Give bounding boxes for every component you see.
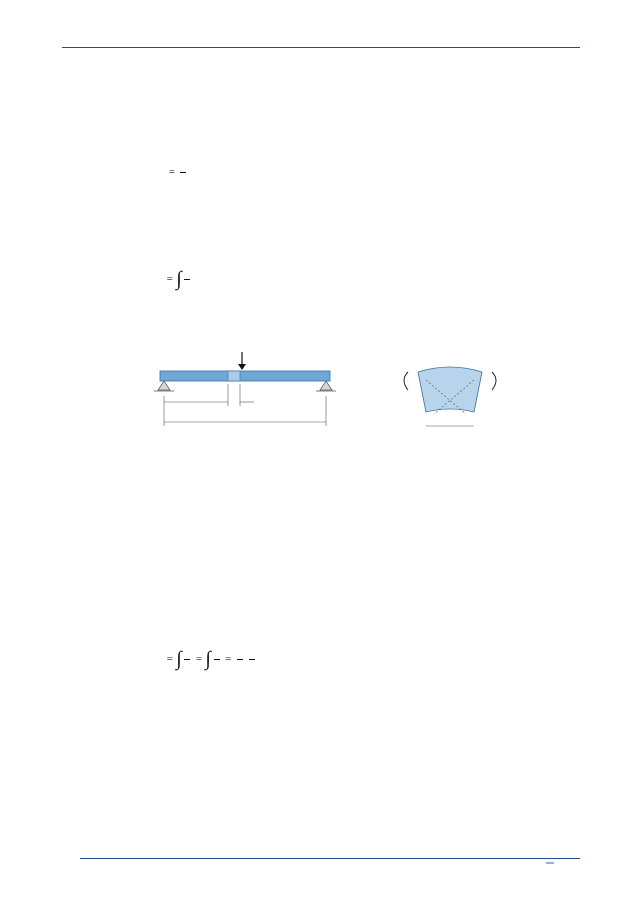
pin-support-left xyxy=(158,381,170,390)
equation-9-11: = ∫ xyxy=(166,268,192,291)
roller-support-right xyxy=(320,381,332,390)
moment-left-arrow-icon xyxy=(404,372,408,390)
eq3-num-3 xyxy=(237,659,243,660)
page-footer xyxy=(80,858,580,876)
eq3-num-2 xyxy=(214,659,220,660)
equation-strain-energy: = ∫ = ∫ = xyxy=(166,648,257,671)
beam xyxy=(160,371,330,381)
author-badge xyxy=(546,862,554,864)
bent-element xyxy=(418,367,482,412)
footer-rule xyxy=(80,858,580,859)
header-rule xyxy=(62,47,580,48)
eq1-numerator xyxy=(180,172,186,173)
eq3-fraction-3 xyxy=(237,659,243,660)
integral-sign-icon: ∫ xyxy=(176,648,182,670)
beam-element-dx xyxy=(228,371,240,381)
eq3-num-1 xyxy=(184,659,190,660)
eq2-fraction xyxy=(184,279,190,280)
eq3-fraction-1 xyxy=(184,659,190,660)
integral-sign-icon: ∫ xyxy=(205,648,211,670)
eq3-num-4 xyxy=(249,659,255,660)
eq3-fraction-4 xyxy=(249,659,255,660)
eq2-numerator xyxy=(184,279,190,280)
moment-right-arrow-icon xyxy=(492,372,496,390)
page-header xyxy=(62,34,580,48)
eq1-fraction xyxy=(180,172,186,173)
figure-9-4 xyxy=(150,340,570,470)
equation-9-10: = xyxy=(168,166,188,180)
load-P-arrowhead-icon xyxy=(238,364,246,370)
integral-sign-icon: ∫ xyxy=(176,268,182,290)
eq3-fraction-2 xyxy=(214,659,220,660)
